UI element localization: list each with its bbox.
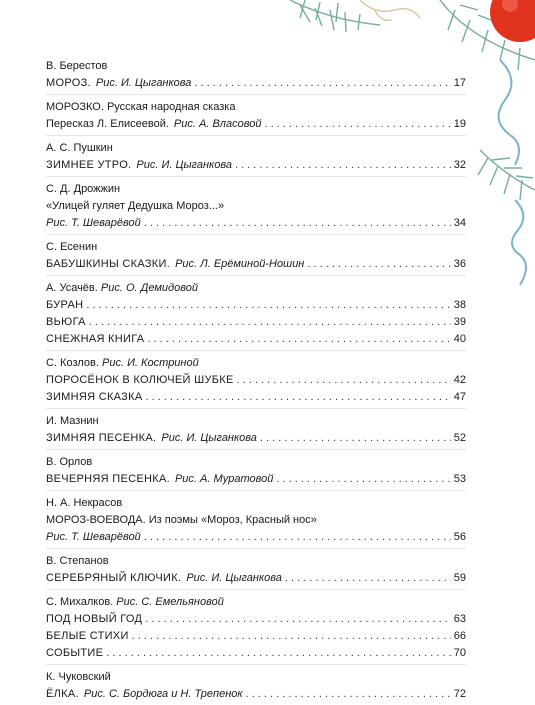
page-number: 52 [453,432,466,444]
toc-entry[interactable] [46,297,466,314]
page-number: 19 [453,118,466,130]
toc-entry[interactable] [46,116,466,133]
entry-title: Пересказ Л. Елисеевой. [46,118,169,130]
author-line [46,495,466,512]
entry-title: БЕЛЫЕ СТИХИ [46,630,129,642]
author-name: С. Д. Дрожжин [46,183,121,195]
page-number: 53 [453,473,466,485]
page-number: 34 [453,217,466,229]
toc-section [46,548,466,587]
work-title-line: МОРОЗ-ВОЕВОДА. Из поэмы «Мороз, Красный нос» [46,514,317,526]
author-line [46,58,466,75]
toc-entry[interactable] [46,570,466,587]
toc-entry[interactable] [46,529,466,546]
author-line [46,553,466,570]
author-name: А. С. Пушкин [46,142,113,154]
illustrator: Рис. О. Демидовой [100,282,198,294]
author-name: В. Берестов [46,60,108,72]
dot-leader [276,471,450,488]
toc-section [46,408,466,447]
illustrator: Рис. И. Цыганкова [186,572,282,584]
dot-leader [106,645,450,662]
toc-section [46,589,466,662]
page-number: 32 [453,159,466,171]
entry-title: СЕРЕБРЯНЫЙ КЛЮЧИК. [46,572,182,584]
author-line [46,413,466,430]
dot-leader [145,389,450,406]
dot-leader [246,686,451,703]
illustrator: Рис. С. Емельяновой [116,596,224,608]
page-number: 66 [453,630,466,642]
author-line [46,355,466,372]
toc-entry[interactable] [46,645,466,662]
page-number: 36 [453,258,466,270]
toc-entry[interactable] [46,430,466,447]
author-line [46,454,466,471]
page-number: 72 [453,688,466,700]
entry-title: БУРАН [46,299,84,311]
toc-section [46,350,466,406]
dot-leader [144,215,451,232]
author-name: С. Козлов. [46,357,99,369]
page-number: 59 [453,572,466,584]
toc-entry[interactable] [46,314,466,331]
dot-leader [237,372,451,389]
toc-section [46,234,466,273]
toc-section [46,664,466,703]
entry-title: ЗИМНЯЯ СКАЗКА [46,391,143,403]
dot-leader [147,331,450,348]
illustrator: Рис. С. Бордюга и Н. Трепенок [83,688,243,700]
author-name: С. Есенин [46,241,98,253]
table-of-contents [46,54,466,705]
dot-leader [235,157,451,174]
page-number: 38 [453,299,466,311]
page-number: 39 [453,316,466,328]
toc-entry[interactable] [46,157,466,174]
author-line [46,140,466,157]
dot-leader [144,529,451,546]
toc-entry[interactable] [46,628,466,645]
author-name: В. Орлов [46,456,93,468]
dot-leader [89,314,451,331]
entry-title: ЗИМНЕЕ УТРО. [46,159,132,171]
dot-leader [260,430,451,447]
illustrator: Рис. И. Цыганкова [95,77,192,89]
toc-entry[interactable] [46,389,466,406]
dot-leader [264,116,450,133]
toc-section [46,135,466,174]
toc-entry[interactable] [46,331,466,348]
entry-title: ВЕЧЕРНЯЯ ПЕСЕНКА. [46,473,170,485]
entry-title: СОБЫТИЕ [46,647,104,659]
toc-section [46,54,466,92]
toc-section [46,490,466,546]
dot-leader [285,570,451,587]
author-name: С. Михалков. [46,596,114,608]
page-number: 63 [453,613,466,625]
toc-section [46,275,466,348]
entry-title: ПОД НОВЫЙ ГОД [46,613,143,625]
illustrator: Рис. И. Цыганкова [136,159,232,171]
entry-title: БАБУШКИНЫ СКАЗКИ. [46,258,171,270]
author-name: И. Мазнин [46,415,99,427]
page-number: 17 [453,77,466,89]
entry-title: ВЬЮГА [46,316,86,328]
entry-title: ЁЛКА. [46,688,79,700]
dot-leader [132,628,451,645]
illustrator: Рис. И. Цыганкова [161,432,257,444]
illustrator: Рис. Т. Шеварёвой [46,531,141,543]
entry-title: СНЕЖНАЯ КНИГА [46,333,145,345]
entry-title: МОРОЗ. [46,77,91,89]
toc-section [46,94,466,133]
entry-title: ПОРОСЁНОК В КОЛЮЧЕЙ ШУБКЕ [46,374,234,386]
toc-entry[interactable] [46,215,466,232]
toc-entry[interactable] [46,686,466,703]
toc-section [46,176,466,232]
toc-entry[interactable] [46,372,466,389]
author-name: Н. А. Некрасов [46,497,123,509]
work-title-line: МОРОЗКО. Русская народная сказка [46,101,236,113]
page-number: 70 [453,647,466,659]
page-number: 42 [453,374,466,386]
toc-entry[interactable] [46,471,466,488]
toc-entry[interactable] [46,75,466,92]
entry-title: ЗИМНЯЯ ПЕСЕНКА. [46,432,157,444]
illustrator: Рис. А. Власовой [173,118,262,130]
dot-leader [145,611,450,628]
page-number: 56 [453,531,466,543]
author-line [46,669,466,686]
author-line [46,239,466,256]
page-number: 40 [453,333,466,345]
page-number: 47 [453,391,466,403]
illustrator: Рис. А. Муратовой [174,473,274,485]
author-line [46,181,466,198]
author-line [46,594,466,611]
author-name: А. Усачёв. [46,282,98,294]
toc-section [46,449,466,488]
author-name: К. Чуковский [46,671,111,683]
toc-entry[interactable] [46,256,466,273]
work-title-line: «Улицей гуляет Дедушка Мороз...» [46,200,225,212]
author-line [46,280,466,297]
dot-leader [86,297,450,314]
toc-entry[interactable] [46,611,466,628]
illustrator: Рис. Л. Ерёминой-Ношин [175,258,305,270]
illustrator: Рис. Т. Шеварёвой [46,217,141,229]
dot-leader [194,75,450,92]
illustrator: Рис. И. Костриной [102,357,199,369]
author-name: В. Степанов [46,555,109,567]
dot-leader [307,256,450,273]
